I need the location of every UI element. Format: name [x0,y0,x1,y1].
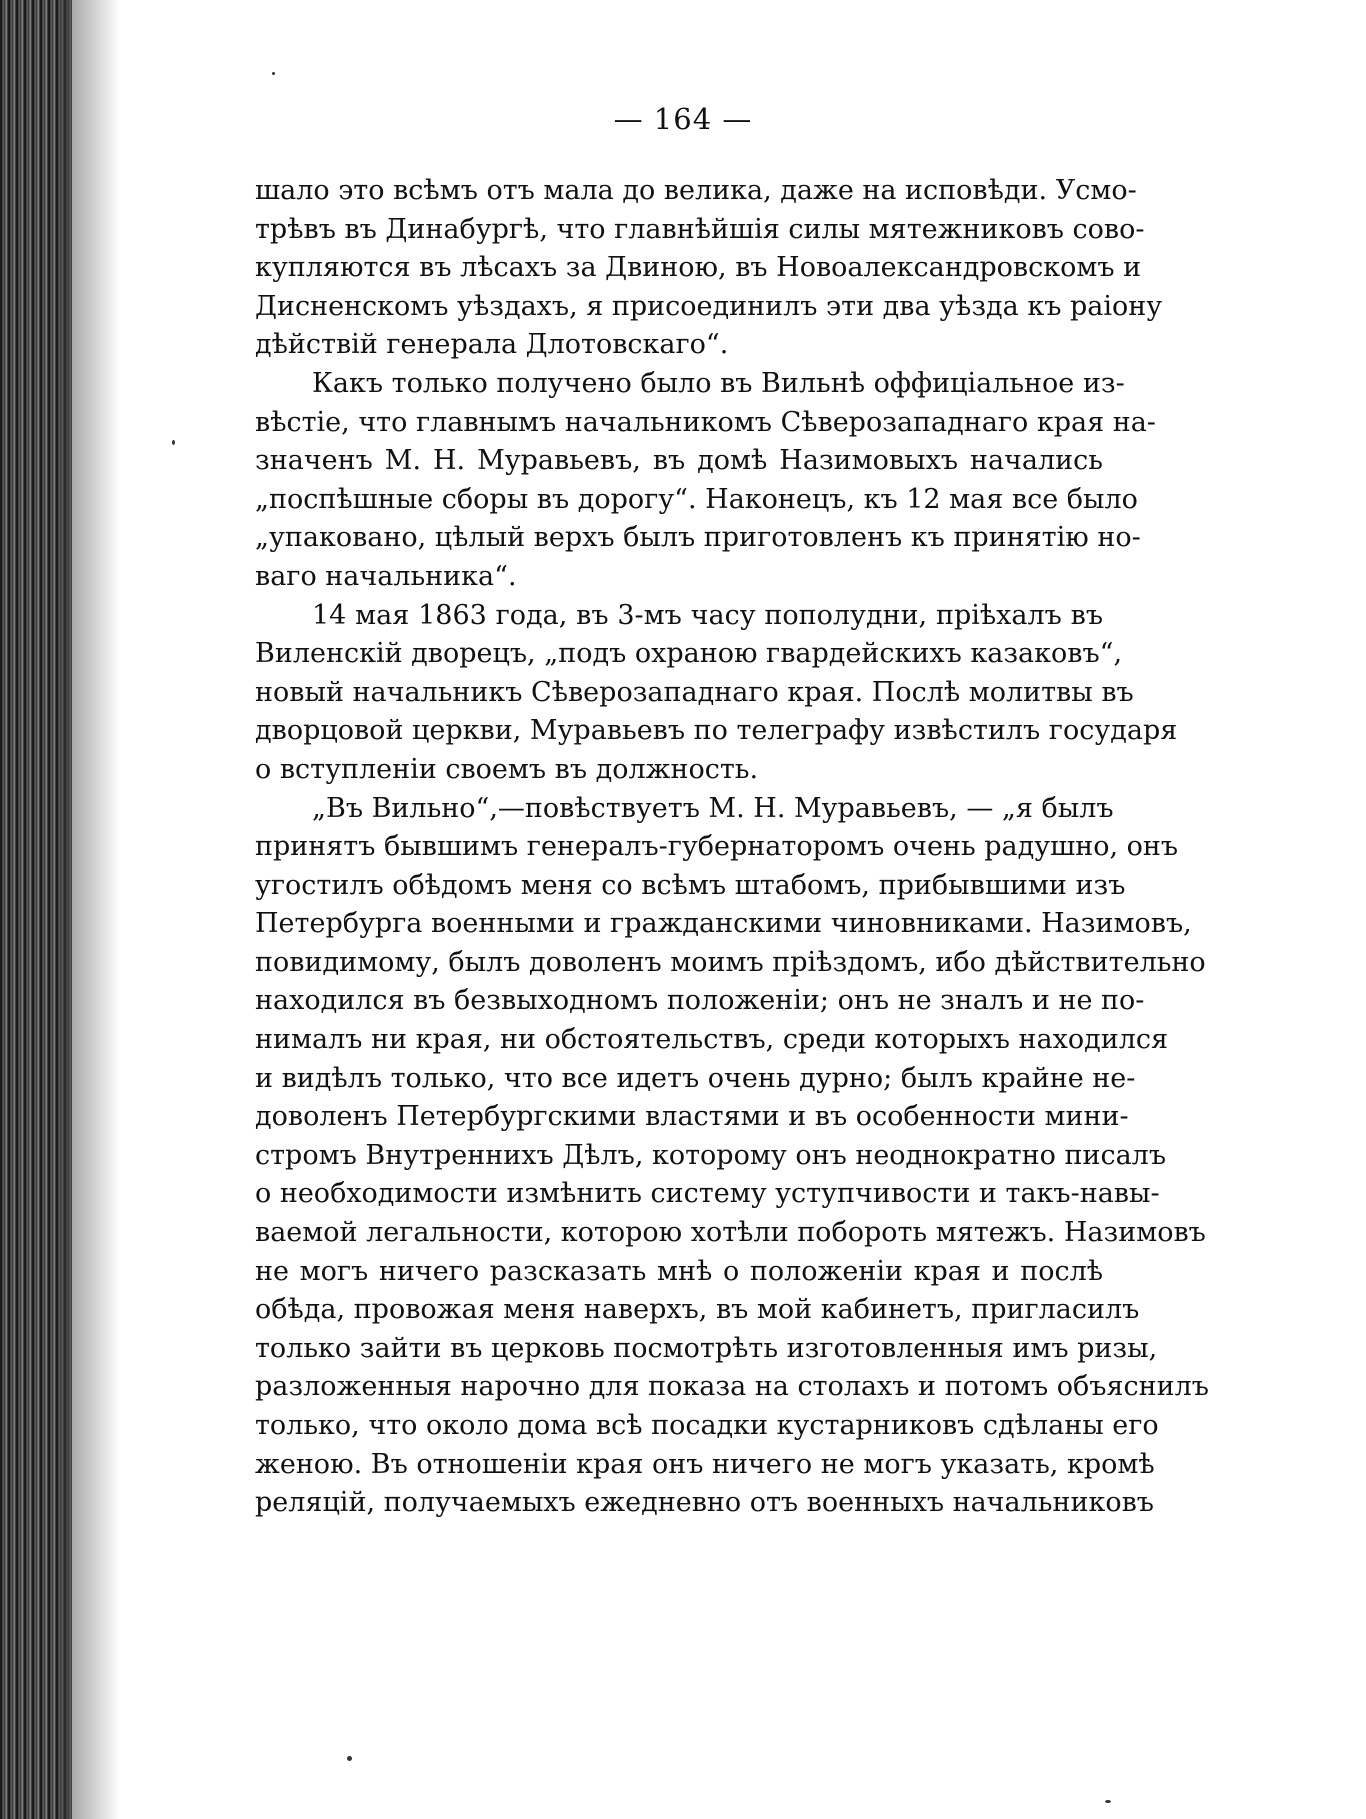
paragraph [255,790,1209,1523]
text-line: ваго начальника“. [255,560,517,592]
scan-speck [172,440,175,445]
text-line: женою. Въ отношеніи края онъ ничего не могъ указать, кромѣ [255,1448,1155,1480]
paragraph [255,365,1156,597]
text-line: купляются въ лѣсахъ за Двиною, въ Новоалександровскомъ и [255,252,1142,284]
text-line: о вступленіи своемъ въ должность. [255,753,759,785]
text-line: и видѣлъ только, что все идетъ очень дурно; былъ крайне не- [255,1062,1136,1094]
text-line: находился въ безвыходномъ положеніи; онъ не зналъ и не по- [255,985,1145,1017]
text-line: ваемой легальности, которою хотѣли побороть мятежъ. Назимовъ [255,1217,1206,1249]
text-line: дворцовой церкви, Муравьевъ по телеграфу извѣстилъ государя [255,715,1178,747]
text-line: Какъ только получено было въ Вильнѣ оффиціальное из- [312,367,1125,399]
text-line: „Въ Вильно“,—повѣствуетъ М. Н. Муравьевъ, — „я былъ [312,792,1114,824]
text-line: принятъ бывшимъ генералъ-губернаторомъ очень радушно, онъ [255,831,1179,863]
text-line: „поспѣшные сборы въ дорогу“. Наконецъ, къ 12 мая все было [255,483,1138,515]
text-line: только, что около дома всѣ посадки кустарниковъ сдѣланы его [255,1410,1159,1441]
body-text [255,172,1209,1523]
text-line: угостилъ обѣдомъ меня со всѣмъ штабомъ, прибывшими изъ [255,869,1126,901]
text-line: Виленскій дворецъ, „подъ охраною гвардейскихъ казаковъ“, [255,638,1123,670]
text-line: значенъ М. Н. Муравьевъ, въ домѣ Назимовыхъ начались [255,445,1103,477]
text-line: Петербурга военными и гражданскими чиновниками. Назимовъ, [255,908,1192,940]
text-line: „упаковано, цѣлый верхъ былъ приготовленъ къ принятію но- [255,522,1141,554]
text-line: нималъ ни края, ни обстоятельствъ, среди которыхъ находился [255,1024,1169,1056]
text-line: доволенъ Петербургскими властями и въ особенности мини- [255,1101,1129,1133]
scan-speck [1105,1800,1111,1803]
text-line: шало это всѣмъ отъ мала до велика, даже на исповѣди. Усмо- [255,175,1137,206]
scan-shadow [60,0,120,1819]
paragraph [255,597,1178,790]
text-line: о необходимости измѣнить систему уступчивости и такъ-навы- [255,1178,1160,1210]
text-line: разложенныя нарочно для показа на столахъ и потомъ объяснилъ [255,1371,1209,1403]
text-line: дѣйствій генерала Длотовскаго“. [255,329,729,361]
text-line: 14 мая 1863 года, въ 3-мъ часу пополудни, пріѣхалъ въ [312,599,1103,631]
paragraph [255,172,1163,365]
text-line: стромъ Внутреннихъ Дѣлъ, которому онъ неоднократно писалъ [255,1139,1166,1171]
scan-speck [272,72,275,75]
text-line: обѣда, провожая меня наверхъ, въ мой кабинетъ, пригласилъ [255,1294,1140,1326]
text-line: только зайти въ церковь посмотрѣть изготовленныя имъ ризы, [255,1332,1158,1364]
text-line: реляцій, получаемыхъ ежедневно отъ военныхъ начальниковъ [255,1487,1154,1519]
text-line: повидимому, былъ доволенъ моимъ пріѣздомъ, ибо дѣйствительно [255,946,1206,978]
page-number: — 164 — [613,102,753,136]
scan-speck [347,1756,352,1761]
text-line: вѣстіе, что главнымъ начальникомъ Сѣверозападнаго края на- [255,406,1156,438]
text-line: трѣвъ въ Динабургѣ, что главнѣйшія силы мятежниковъ сово- [255,213,1145,245]
text-line: не могъ ничего разсказать мнѣ о положеніи края и послѣ [255,1255,1103,1287]
text-line: Дисненскомъ уѣздахъ, я присоединилъ эти два уѣзда къ раіону [255,290,1163,322]
text-line: новый начальникъ Сѣверозападнаго края. Послѣ молитвы въ [255,676,1134,708]
